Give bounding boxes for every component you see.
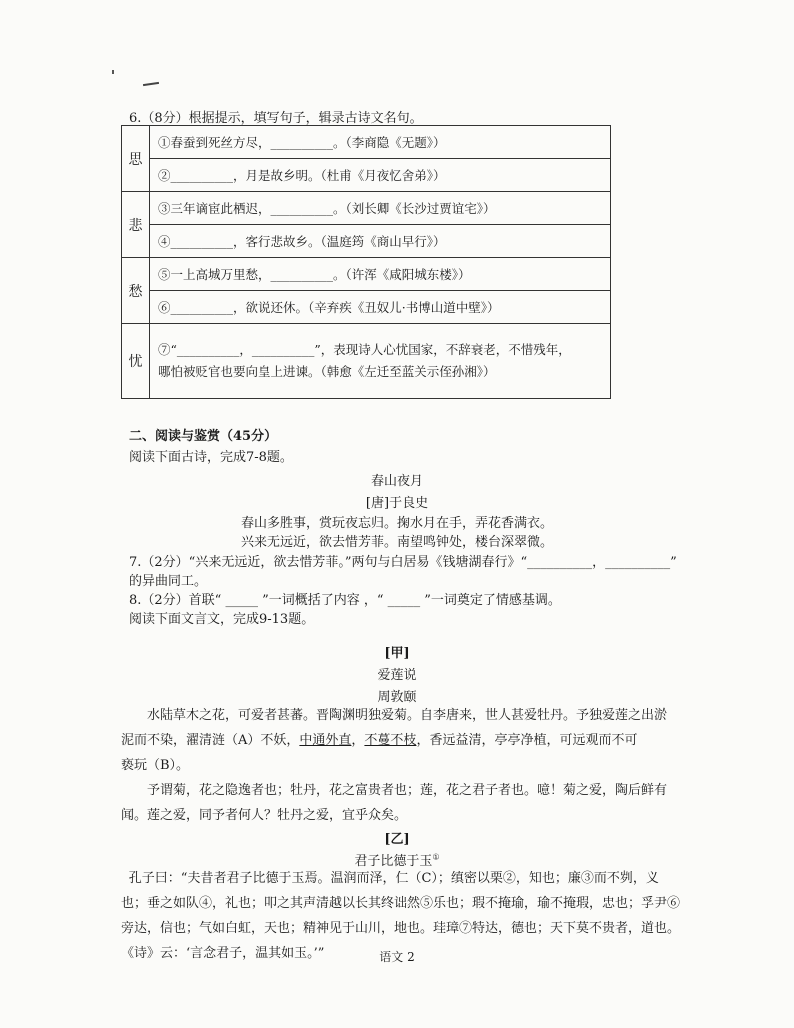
fill-line-5: ⑤一上高城万里愁，__________。（许浑《咸阳城东楼》） [150,258,611,291]
fill-line-3: ③三年谪宦此栖迟，__________。（刘长卿《长沙过贾谊宅》） [150,192,611,225]
fill-line-4: ④__________，客行悲故乡。（温庭筠《商山早行》） [150,225,611,258]
fill-line-7b: 哪怕被贬官也要向皇上进谏。（韩愈《左迁至蓝关示侄孙湘》） [158,364,496,379]
yi-title-text: 君子比德于玉 [354,854,433,869]
category-you: 忧 [122,324,150,399]
fill-line-2: ②__________，月是故乡明。（杜甫《月夜忆舍弟》） [150,159,611,192]
yi-line-3: 旁达，信也；气如白虹，天也；精神见于山川，地也。珪璋⑦特达，德也；天下莫不贵者，道也。 [121,921,681,936]
page-footer: 语文 2 [379,950,415,964]
poem-line-2: 兴来无远近，欲去惜芳菲。南望鸣钟处，楼台深翠微。 [240,535,553,550]
jia-line-2-b: ， [351,733,365,748]
question-7-cont: 的异曲同工。 [129,574,208,589]
fill-line-1: ①春蚕到死丝方尽，__________。（李商隐《无题》） [150,126,611,159]
text-yi-label: [乙] [384,832,410,847]
poem-author: [唐]于良史 [365,496,429,511]
text-jia-author: 周敦颐 [377,690,417,705]
poem-line-1: 春山多胜事，赏玩夜忘归。掬水月在手，弄花香满衣。 [240,516,553,531]
fill-line-7 [150,324,611,399]
yi-line-1: 孔子曰：“夫昔者君子比德于玉焉。温润而泽，仁（C）；缜密以栗②，知也；廉③而不刿，义 [128,871,659,886]
yi-line-4: 《诗》云：‘言念君子，温其如玉。’” [121,946,325,961]
yi-title-note: ① [432,852,440,862]
text-jia-para-1 [121,703,676,778]
underlined-phrase-1: 中通外直 [299,733,352,748]
category-bei: 悲 [122,192,150,258]
fill-line-7a: ⑦“__________，__________”，表现诗人心忧国家，不辞衰老，不惜残年， [158,342,571,357]
poem-fill-table [121,125,611,399]
yi-line-2: 也；垂之如队④，礼也；叩之其声清越以长其终诎然⑤乐也；瑕不掩瑜，瑜不掩瑕，忠也；孚尹⑥ [121,896,681,911]
fill-line-6: ⑥__________，欲说还休。（辛弃疾《丑奴儿·书博山道中壁》） [150,291,611,324]
category-si: 思 [122,126,150,192]
jia-line-3: 亵玩（B）。 [121,758,190,773]
poem-title: 春山夜月 [370,474,423,489]
question-8: 8.（2分）首联“ _____ ”一词概括了内容 ，“ _____ ”一词奠定了情感基调。 [129,593,561,608]
text-jia-para-2 [121,778,676,828]
jia-line-5: 闻。莲之爱，同予者何人？牡丹之爱，宜乎众矣。 [121,808,408,823]
reading-intro-poem: 阅读下面古诗，完成7-8题。 [129,450,293,465]
scan-mark [112,70,114,74]
jia-line-1: 水陆草木之花，可爱者甚蕃。晋陶渊明独爱菊。自李唐来，世人甚爱牡丹。予独爱莲之出淤 [147,708,668,723]
question-6-title: 6.（8分）根据提示，填写句子，辑录古诗文名句。 [129,111,423,126]
reading-intro-prose: 阅读下面文言文，完成9-13题。 [129,612,315,627]
jia-line-2 [121,728,676,753]
jia-line-4: 予谓菊，花之隐逸者也；牡丹，花之富贵者也；莲，花之君子者也。噫！菊之爱，陶后鲜有 [147,783,668,798]
category-chou: 愁 [122,258,150,324]
text-jia-title: 爱莲说 [377,668,417,683]
question-7: 7.（2分）“兴来无远近，欲去惜芳菲。”两句与白居易《钱塘湖春行》“__________，__________” [129,555,677,570]
section-2-heading: 二、阅读与鉴赏（45分） [129,429,278,444]
jia-line-2-c: ，香远益清，亭亭净植，可远观而不可 [416,733,638,748]
text-jia-label: [甲] [384,646,410,661]
scan-mark [143,82,159,86]
jia-line-2-a: 泥而不染，濯清涟（A）不妖， [121,733,300,748]
underlined-phrase-2: 不蔓不枝 [364,733,417,748]
